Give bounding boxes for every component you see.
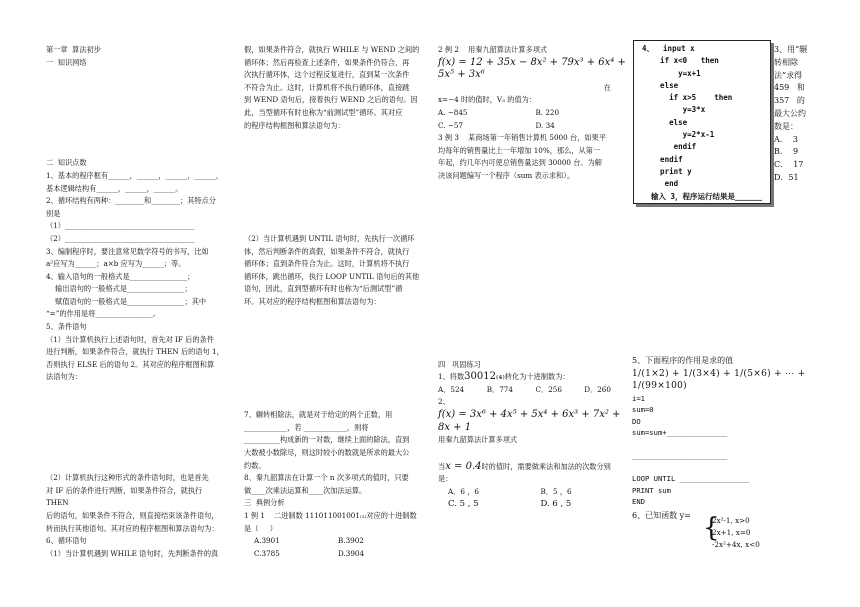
option-d: D. 6 , 5 (540, 499, 572, 510)
col1-line: 法语句为： (46, 372, 82, 382)
code-line: y=x+1 (642, 68, 701, 78)
col1-line: 第一章 算法初步 (46, 45, 101, 54)
example-3-line: 年起，约几年内可使总销售量达到 30000 台。为解 (438, 158, 602, 168)
question-3-line: A． 3 (774, 134, 798, 144)
col2-line: 假，如果条件符合，就执行 WHILE 与 WEND 之间的 (244, 45, 420, 54)
col2-line (244, 208, 422, 221)
code-line (632, 462, 852, 474)
example-2-formula: f(x) = 12 + 35x − 8x² + 79x³ + 6x⁴ + 5x⁵ + 3x⁶ (438, 56, 630, 81)
question-3-line: B． 9 (774, 147, 799, 157)
col1-line: （2）____________________________________ (46, 233, 195, 243)
q1-prefix: 1、将数 (438, 372, 465, 382)
question-4-code (634, 41, 770, 203)
col2-line (244, 308, 422, 321)
code-line: else (642, 80, 679, 90)
q2-when-prefix: 当 (438, 461, 446, 471)
col1-line (46, 434, 224, 447)
piecewise-case: 2x²-1, x>0 (712, 516, 750, 525)
question-3-line: 459 和 (774, 83, 805, 93)
col1-line (46, 94, 224, 107)
col2-line: 不符合为止。这时，计算机将不执行循环体，直接跳 (244, 82, 410, 92)
question-3-line: 转相除 (774, 57, 798, 67)
col2-line (244, 170, 422, 183)
col1-line: 一 知识网络 (46, 57, 87, 67)
code-line: else (642, 117, 688, 127)
col1-line: 转而执行其他语句。其对应的程序框图和算法语句为： (46, 523, 219, 533)
code-line: ______________________ (632, 451, 728, 461)
question-3-line: 数是： (774, 121, 798, 131)
col2-line: 环。其对应的程序结构框图和算法语句为： (244, 296, 381, 306)
question-6-label: 6、已知函数 y= (632, 510, 691, 520)
code-line: y=3*x (642, 105, 706, 115)
option-a: A．6 ，6 (448, 486, 479, 496)
col1-line: “=”的作用是将________________。 (46, 309, 160, 319)
col1-line (46, 69, 224, 82)
col1-line: 二 知识点数 (46, 158, 87, 168)
option-a: A．524 (438, 384, 465, 394)
col2-line (244, 195, 422, 208)
piecewise-case: 2x+1, x=0 (712, 528, 751, 537)
col2-line (244, 359, 422, 372)
col2-line: 的程序结构框图和算法语句为： (244, 120, 345, 130)
column-1 (46, 44, 224, 560)
question-5-code (632, 393, 852, 508)
col1-line: 后的语句，如果条件不符合，则直接结束该条件语句， (46, 510, 219, 520)
code-line: if x>5 then (642, 93, 733, 103)
code-line: 4、 input x (642, 44, 695, 53)
col2-line: 约数。 (244, 460, 266, 470)
col1-line: 5、条件语句 (46, 322, 87, 332)
code-line: end (642, 179, 679, 189)
question-5-title: 5、下面程序的作用是求的值 (632, 356, 734, 365)
code-line: endif (642, 154, 683, 164)
example-2-options-1 (438, 107, 633, 120)
example-1-options-row-2 (244, 548, 422, 561)
question-1 (438, 371, 633, 384)
col2-line: 是（ ） (244, 523, 277, 533)
col2-line: 语句，因此，直到型循环有时也称为“后测试型”循 (244, 284, 403, 294)
question-3-line: 357 的 (774, 96, 805, 106)
col1-line: （2）计算机执行这种形式的条件语句时，也是首先 (46, 473, 209, 483)
col1-line: （1）____________________________________ (46, 221, 195, 231)
question-3-line: 法”求得 (774, 70, 803, 80)
option-a: A.3901 (254, 536, 280, 546)
col2-line (244, 145, 422, 158)
q2-when-suffix: 时的值时，需要做乘法和加法的次数分别 (481, 461, 611, 471)
col1-line: 2、循环结构有两种：________和________；其特点分 (46, 196, 216, 206)
col1-line (46, 447, 224, 460)
col1-line: （1）当计算机遇到 WHILE 语句时，先判断条件的真 (46, 548, 219, 558)
question-3-line: 3、用“辗 (774, 45, 808, 54)
code-line: sum=0 (632, 405, 654, 415)
col2-line (244, 334, 422, 347)
col2-line: （2）当计算机遇到 UNTIL 语句时，先执行一次循环 (244, 233, 415, 243)
code-line: i=1 (632, 393, 645, 403)
option-d: D. 34 (535, 120, 555, 130)
col2-line (244, 220, 422, 233)
code-line (632, 439, 852, 451)
col2-line: 三 典例分析 (244, 498, 285, 508)
option-c: C. −57 (438, 120, 463, 130)
option-b: B．774 (486, 384, 513, 394)
section-4-heading: 四 巩固练习 (438, 359, 481, 369)
col1-line (46, 409, 224, 422)
question-5 (632, 355, 852, 522)
col2-line: 次执行循环体，这个过程反复进行，直到某一次条件 (244, 70, 410, 80)
option-c: C．256 (535, 384, 562, 394)
col1-line (46, 422, 224, 435)
col2-line: 循环体；直到条件符合为止。这时，计算机将不执行 (244, 259, 410, 269)
q1-suffix: 转化为十进制数为： (504, 372, 570, 382)
col2-line: 到 WEND 语句后，接着执行 WEND 之后的语句。因 (244, 95, 418, 105)
example-3-text (438, 132, 633, 182)
col1-line (46, 384, 224, 397)
example-2-title: 2 例 2 用秦九韶算法计算多项式 (438, 45, 548, 54)
question-2-formula: f(x) = 3x⁶ + 4x⁵ + 5x⁴ + 6x³ + 7x² + 8x + 1 (438, 408, 624, 433)
code-line: END (632, 497, 645, 507)
question-3-line: D．51 (774, 172, 799, 182)
column-2-text (244, 44, 422, 535)
q2-x-value: x = 0.4 (445, 460, 482, 472)
col2-line (244, 371, 422, 384)
col2-line: 循环体；然后再检查上述条件，如果条件仍符合，再 (244, 57, 410, 67)
col2-line (244, 346, 422, 359)
col1-line (46, 132, 224, 145)
col1-line: 对 IF 后的条件进行判断，如果条件符合，就执行 THEN (46, 485, 205, 508)
question-2-when (438, 461, 633, 474)
question-2-is: 是： (438, 474, 453, 484)
option-c: C.3785 (254, 548, 280, 558)
col1-line (46, 397, 224, 410)
col2-line: ____________，若 ____________，则将 (244, 422, 369, 432)
code-line: print y (642, 166, 692, 176)
code-line: PRINT sum (632, 485, 671, 495)
question-6-cases (712, 515, 760, 551)
col1-line: 输出语句的一般格式是________________； (46, 284, 192, 294)
option-c: C. 5 , 5 (448, 499, 479, 510)
question-3-line: 最大公约 (774, 108, 806, 118)
column-3 (438, 44, 633, 511)
option-a: A. −845 (438, 107, 468, 117)
col1-line: a²应写为______；a×b 应写为______；等。 (46, 259, 186, 269)
question-5-sum: 1/(1×2) + 1/(3×4) + 1/(5×6) + ⋯ + 1/(99×100) (632, 368, 809, 392)
col2-line: 大数被小数除尽，则这时较小的数就是所求的最大公 (244, 448, 410, 457)
code-line: DO (632, 416, 641, 426)
q1-number: 30012₍₄₎ (464, 371, 505, 383)
example-3-line: 3 例 3 某商场第一年销售计算机 5000 台，如果平 (438, 133, 606, 143)
option-b: B．5 ，6 (540, 486, 572, 496)
col2-line: 1 例 1 二进制数 111011001001₍₂₎对应的十进制数 (244, 510, 417, 520)
col1-line (46, 82, 224, 95)
col1-line: 1、基本的程序框有______，______，______，______， (46, 170, 224, 180)
question-3-text (774, 44, 834, 185)
example-3-line: 决该问题编写一个程序（sum 表示求和）。 (438, 170, 575, 180)
example-2-tail: 在 (603, 82, 611, 92)
question-4-program-box (633, 40, 771, 204)
piecewise-case: -2x²+4x, x<0 (712, 540, 760, 549)
example-2-options-2 (438, 120, 633, 133)
option-b: B.3902 (338, 536, 364, 546)
piecewise-brace: { (703, 513, 720, 543)
code-line: y=2*x-1 (642, 130, 715, 140)
col2-line (244, 397, 422, 410)
question-1-options (438, 384, 633, 397)
col2-line: 8、秦九韶算法在计算一个 n 次多项式的值时，只要 (244, 473, 409, 483)
example-3-line: 均每年的销售量比上一年增加 10%，那么，从第一 (438, 145, 601, 155)
col1-line (46, 107, 224, 120)
code-line: LOOP UNTIL ________________ (632, 474, 749, 484)
code-line: endif (642, 142, 697, 152)
col2-line (244, 321, 422, 334)
col1-line: （1）当计算机执行上述语句时，首先对 IF 后的条件 (46, 334, 214, 344)
example-2-line: x=−4 时的值时，V₃ 的值为： (438, 95, 537, 105)
col1-line: 进行判断，如果条件符合，就执行 THEN 后的语句 1， (46, 347, 224, 357)
question-2-label: 2、 (438, 397, 450, 407)
col2-line (244, 132, 422, 145)
col1-line: 6、循环语句 (46, 536, 87, 546)
code-line: if x<0 then (642, 56, 719, 66)
col2-line: __________构成新的一对数，继续上面的除法，直到 (244, 435, 410, 445)
question-2-options-2 (438, 498, 633, 511)
col1-line: 3、编制程序时，要注意常见数学符号的书写，比如 (46, 246, 209, 256)
col1-line (46, 460, 224, 473)
col1-line: 否则执行 ELSE 后的语句 2。其对应的程序框图和算 (46, 359, 215, 369)
col2-line: 做____次乘法运算和____次加法运算。 (244, 485, 367, 495)
col1-line: 赋值语句的一般格式是________________；其中 (46, 296, 207, 306)
code-line: sum=sum+______________ (632, 428, 728, 438)
col2-line (244, 183, 422, 196)
option-d: D．260 (584, 384, 611, 394)
col2-line (244, 157, 422, 170)
col1-line: 基本逻辑结构有______，______，______。 (46, 183, 183, 193)
col2-line: 体，然后判断条件的真假，如果条件不符合，就执行 (244, 246, 410, 256)
example-1-options-row-1 (244, 535, 422, 548)
col2-line: 此，当型循环有时也称为“前测试型”循环。其对应 (244, 107, 403, 117)
question-2-options-1 (438, 486, 633, 499)
column-2 (244, 44, 422, 560)
col1-line (46, 120, 224, 133)
question-3-line: C． 17 (774, 160, 804, 170)
col1-line: 别是 (46, 208, 61, 218)
col1-line: 4、输入语句的一般格式是________________； (46, 271, 195, 281)
col2-line: 7、辗转相除法，就是对于给定的两个正数，用 (244, 410, 393, 420)
option-b: B. 220 (535, 107, 560, 117)
question-2-line: 用秦九韶算法计算多项式 (438, 435, 518, 445)
col2-line (244, 384, 422, 397)
option-d: D.3904 (338, 548, 365, 558)
code-line: 输入 3，程序运行结果是______ (642, 191, 763, 201)
col1-line (46, 145, 224, 158)
col2-line: 循环体，跳出循环，执行 LOOP UNTIL 语句后的其他 (244, 271, 420, 281)
